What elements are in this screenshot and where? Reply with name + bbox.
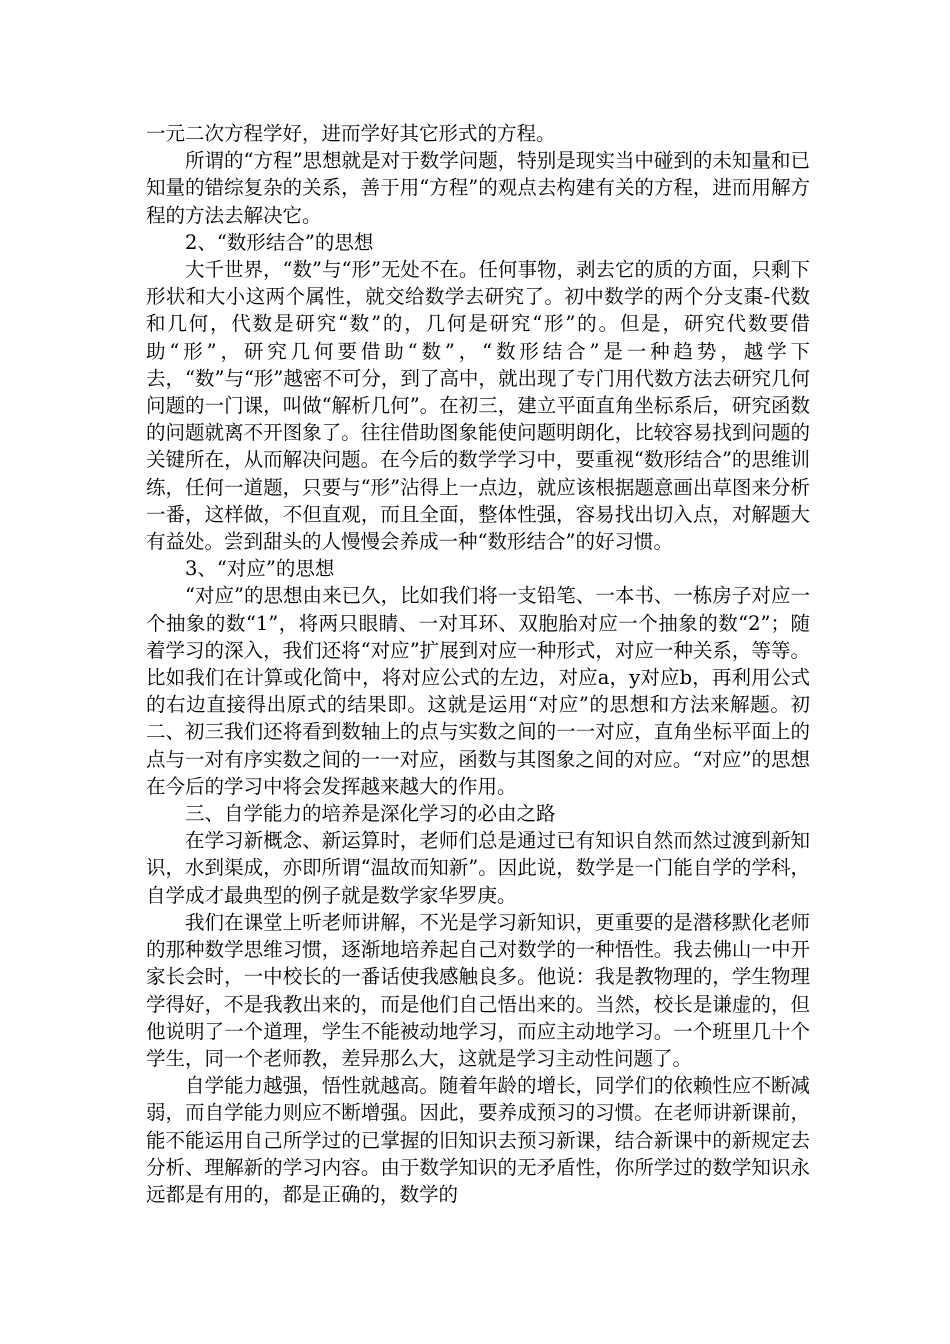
paragraph-number-shape: 大千世界，“数”与“形”无处不在。任何事物，剥去它的质的方面，只剩下形状和大小这两个属性，就交给数学去研究了。初中数学的两个分支棗-代数和几何，代数是研究“数”的，几何是研究“形”的。但是，研究代数要借助“形”，研究几何要借助“数”，“数形结合”是一种趋势，越学下去，“数”与“形”越密不可分，到了高中，就出现了专门用代数方法去研究几何问题的一门课，叫做“解析几何”。在初三，建立平面直角坐标系后，研究函数的问题就离不开图象了。往往借助图象能使问题明朗化，比较容易找到问题的关键所在，从而解决问题。在今后的数学学习中，要重视“数形结合”的思维训练，任何一道题，只要与“形”沾得上一点边，就应该根据题意画出草图来分析一番，这样做，不但直观，而且全面，整体性强，容易找出切入点，对解题大有益处。尝到甜头的人慢慢会养成一种“数形结合”的好习惯。 bbox=[146, 258, 810, 554]
heading-correspondence: 3、“对应”的思想 bbox=[185, 557, 335, 581]
paragraph-correspondence: “对应”的思想由来已久，比如我们将一支铅笔、一本书、一栋房子对应一个抽象的数“1”，将两只眼睛、一对耳环、双胞胎对应一个抽象的数“2”；随着学习的深入，我们还将“对应”扩展到对应一种形式，对应一种关系，等等。比如我们在计算或化简中，将对应公式的左边，对应a，y对应b，再利用公式的右边直接得出原式的结果即。这就是运用“对应”的思想和方法来解题。初二、初三我们还将看到数轴上的点与实数之间的一一对应，直角坐标平面上的点与一对有序实数之间的一一对应，函数与其图象之间的对应。“对应”的思想在今后的学习中将会发挥越来越大的作用。 bbox=[146, 584, 810, 798]
paragraph-new-concepts: 在学习新概念、新运算时，老师们总是通过已有知识自然而然过渡到新知识，水到渠成，亦即所谓“温故而知新”。因此说，数学是一门能自学的学科，自学成才最典型的例子就是数学家华罗庚。 bbox=[146, 829, 810, 907]
document-body bbox=[146, 120, 810, 1208]
paragraph-equation-idea: 所谓的“方程”思想就是对于数学问题，特别是现实当中碰到的未知量和已知量的错综复杂的关系，善于用“方程”的观点去构建有关的方程，进而用解方程的方法去解决它。 bbox=[146, 149, 810, 227]
heading-number-shape: 2、“数形结合”的思想 bbox=[185, 230, 374, 254]
paragraph-self-study-ability: 自学能力越强，悟性就越高。随着年龄的增长，同学们的依赖性应不断减弱，而自学能力则应不断增强。因此，要养成预习的习惯。在老师讲新课前，能不能运用自己所学过的已掌握的旧知识去预习新课，结合新课中的新规定去分析、理解新的学习内容。由于数学知识的无矛盾性，你所学过的数学知识永远都是有用的，都是正确的，数学的 bbox=[146, 1074, 810, 1206]
paragraph-classroom: 我们在课堂上听老师讲解，不光是学习新知识，更重要的是潜移默化老师的那种数学思维习惯，逐渐地培养起自己对数学的一种悟性。我去佛山一中开家长会时，一中校长的一番话使我感触良多。他说：我是教物理的，学生物理学得好，不是我教出来的，而是他们自己悟出来的。当然，校长是谦虚的，但他说明了一个道理，学生不能被动地学习，而应主动地学习。一个班里几十个学生，同一个老师教，差异那么大，这就是学习主动性问题了。 bbox=[146, 910, 810, 1070]
paragraph-continuation: 一元二次方程学好，进而学好其它形式的方程。 bbox=[146, 122, 556, 145]
heading-self-study: 三、自学能力的培养是深化学习的必由之路 bbox=[185, 802, 556, 826]
